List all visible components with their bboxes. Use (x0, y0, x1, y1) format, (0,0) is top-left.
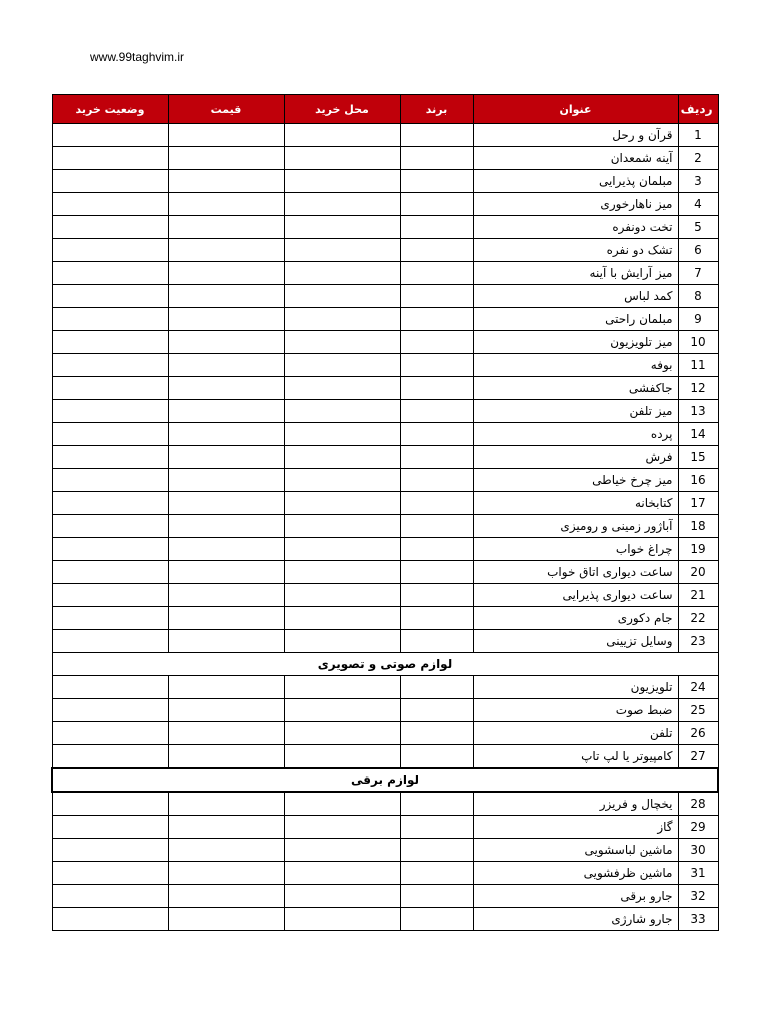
row-number-cell: 13 (678, 400, 718, 423)
purchase-place-cell[interactable] (284, 193, 400, 216)
row-number-cell: 9 (678, 308, 718, 331)
price-cell[interactable] (168, 331, 284, 354)
purchase-place-cell[interactable] (284, 331, 400, 354)
price-cell[interactable] (168, 492, 284, 515)
purchase-status-cell[interactable] (52, 170, 168, 193)
brand-cell[interactable] (400, 124, 473, 147)
item-title-cell: ساعت دیواری پذیرایی (473, 584, 678, 607)
table-row (52, 446, 718, 469)
purchase-status-cell[interactable] (52, 216, 168, 239)
price-cell[interactable] (168, 816, 284, 839)
purchase-status-cell[interactable] (52, 839, 168, 862)
purchase-place-cell[interactable] (284, 147, 400, 170)
item-title-cell: تلویزیون (473, 676, 678, 699)
table-row (52, 908, 718, 931)
brand-cell[interactable] (400, 170, 473, 193)
brand-cell[interactable] (400, 839, 473, 862)
purchase-status-cell[interactable] (52, 193, 168, 216)
item-title-cell: تخت دونفره (473, 216, 678, 239)
price-cell[interactable] (168, 862, 284, 885)
brand-cell[interactable] (400, 469, 473, 492)
brand-cell[interactable] (400, 885, 473, 908)
item-title-cell: میز چرخ خیاطی (473, 469, 678, 492)
section-row-electrical (52, 768, 718, 792)
purchase-place-cell[interactable] (284, 908, 400, 931)
row-number-cell: 25 (678, 699, 718, 722)
table-row (52, 170, 718, 193)
price-cell[interactable] (168, 377, 284, 400)
price-cell[interactable] (168, 676, 284, 699)
header-purchase-status: وضعیت خرید (52, 95, 168, 124)
item-title-cell: قرآن و رحل (473, 124, 678, 147)
price-cell[interactable] (168, 885, 284, 908)
item-title-cell: آینه شمعدان (473, 147, 678, 170)
row-number-cell: 24 (678, 676, 718, 699)
item-title-cell: ساعت دیواری اتاق خواب (473, 561, 678, 584)
purchase-place-cell[interactable] (284, 816, 400, 839)
section-heading: لوازم صوتی و تصویری (52, 653, 718, 676)
purchase-place-cell[interactable] (284, 446, 400, 469)
purchase-status-cell[interactable] (52, 147, 168, 170)
row-number-cell: 16 (678, 469, 718, 492)
purchase-place-cell[interactable] (284, 515, 400, 538)
price-cell[interactable] (168, 839, 284, 862)
purchase-place-cell[interactable] (284, 630, 400, 653)
table-row (52, 285, 718, 308)
price-cell[interactable] (168, 400, 284, 423)
purchase-status-cell[interactable] (52, 469, 168, 492)
price-cell[interactable] (168, 607, 284, 630)
purchase-status-cell[interactable] (52, 816, 168, 839)
price-cell[interactable] (168, 584, 284, 607)
row-number-cell: 7 (678, 262, 718, 285)
row-number-cell: 21 (678, 584, 718, 607)
table-row (52, 308, 718, 331)
purchase-place-cell[interactable] (284, 839, 400, 862)
price-cell[interactable] (168, 446, 284, 469)
price-cell[interactable] (168, 193, 284, 216)
purchase-place-cell[interactable] (284, 377, 400, 400)
row-number-cell: 30 (678, 839, 718, 862)
row-number-cell: 29 (678, 816, 718, 839)
purchase-place-cell[interactable] (284, 722, 400, 745)
purchase-place-cell[interactable] (284, 216, 400, 239)
header-row (52, 95, 718, 124)
item-title-cell: گاز (473, 816, 678, 839)
purchase-place-cell[interactable] (284, 239, 400, 262)
item-title-cell: مبلمان پذیرایی (473, 170, 678, 193)
section-row-audio-video (52, 653, 718, 676)
price-cell[interactable] (168, 308, 284, 331)
table-row (52, 239, 718, 262)
purchase-status-cell[interactable] (52, 285, 168, 308)
purchase-place-cell[interactable] (284, 699, 400, 722)
purchase-place-cell[interactable] (284, 400, 400, 423)
brand-cell[interactable] (400, 377, 473, 400)
purchase-status-cell[interactable] (52, 400, 168, 423)
table-row (52, 862, 718, 885)
row-number-cell: 17 (678, 492, 718, 515)
purchase-status-cell[interactable] (52, 561, 168, 584)
purchase-status-cell[interactable] (52, 239, 168, 262)
row-number-cell: 8 (678, 285, 718, 308)
row-number-cell: 18 (678, 515, 718, 538)
table-row (52, 469, 718, 492)
brand-cell[interactable] (400, 193, 473, 216)
row-number-cell: 27 (678, 745, 718, 769)
table-row (52, 607, 718, 630)
brand-cell[interactable] (400, 584, 473, 607)
table-row (52, 124, 718, 147)
price-cell[interactable] (168, 745, 284, 769)
brand-cell[interactable] (400, 538, 473, 561)
purchase-place-cell[interactable] (284, 124, 400, 147)
purchase-place-cell[interactable] (284, 676, 400, 699)
purchase-place-cell[interactable] (284, 285, 400, 308)
purchase-status-cell[interactable] (52, 515, 168, 538)
brand-cell[interactable] (400, 492, 473, 515)
brand-cell[interactable] (400, 446, 473, 469)
item-title-cell: میز آرایش با آینه (473, 262, 678, 285)
purchase-place-cell[interactable] (284, 469, 400, 492)
price-cell[interactable] (168, 354, 284, 377)
header-row-number: ردیف (678, 95, 718, 124)
row-number-cell: 4 (678, 193, 718, 216)
purchase-status-cell[interactable] (52, 331, 168, 354)
purchase-status-cell[interactable] (52, 745, 168, 769)
item-title-cell: ماشین ظرفشویی (473, 862, 678, 885)
item-title-cell: جارو شارژی (473, 908, 678, 931)
brand-cell[interactable] (400, 262, 473, 285)
brand-cell[interactable] (400, 862, 473, 885)
purchase-status-cell[interactable] (52, 446, 168, 469)
table-row (52, 400, 718, 423)
purchase-place-cell[interactable] (284, 492, 400, 515)
header-purchase-place: محل خرید (284, 95, 400, 124)
purchase-status-cell[interactable] (52, 423, 168, 446)
item-title-cell: کامپیوتر یا لپ تاپ (473, 745, 678, 769)
purchase-status-cell[interactable] (52, 262, 168, 285)
brand-cell[interactable] (400, 676, 473, 699)
table-row (52, 885, 718, 908)
row-number-cell: 1 (678, 124, 718, 147)
header-title: عنوان (473, 95, 678, 124)
section-heading: لوازم برقی (52, 768, 718, 792)
item-title-cell: تلفن (473, 722, 678, 745)
brand-cell[interactable] (400, 308, 473, 331)
row-number-cell: 11 (678, 354, 718, 377)
site-url: www.99taghvim.ir (90, 50, 185, 64)
item-title-cell: میز ناهارخوری (473, 193, 678, 216)
price-cell[interactable] (168, 285, 284, 308)
brand-cell[interactable] (400, 216, 473, 239)
purchase-status-cell[interactable] (52, 908, 168, 931)
brand-cell[interactable] (400, 285, 473, 308)
purchase-status-cell[interactable] (52, 722, 168, 745)
item-title-cell: وسایل تزیینی (473, 630, 678, 653)
item-title-cell: میز تلویزیون (473, 331, 678, 354)
row-number-cell: 5 (678, 216, 718, 239)
table-row (52, 584, 718, 607)
item-title-cell: تشک دو نفره (473, 239, 678, 262)
table-row (52, 538, 718, 561)
row-number-cell: 28 (678, 792, 718, 816)
row-number-cell: 31 (678, 862, 718, 885)
row-number-cell: 15 (678, 446, 718, 469)
purchase-status-cell[interactable] (52, 630, 168, 653)
purchase-place-cell[interactable] (284, 561, 400, 584)
table-row (52, 561, 718, 584)
table-body (52, 124, 718, 931)
row-number-cell: 32 (678, 885, 718, 908)
row-number-cell: 20 (678, 561, 718, 584)
row-number-cell: 3 (678, 170, 718, 193)
purchase-place-cell[interactable] (284, 308, 400, 331)
table-row (52, 839, 718, 862)
item-title-cell: یخچال و فریزر (473, 792, 678, 816)
purchase-place-cell[interactable] (284, 584, 400, 607)
table-row (52, 216, 718, 239)
price-cell[interactable] (168, 722, 284, 745)
brand-cell[interactable] (400, 423, 473, 446)
table-row (52, 193, 718, 216)
purchase-place-cell[interactable] (284, 862, 400, 885)
row-number-cell: 12 (678, 377, 718, 400)
purchase-status-cell[interactable] (52, 308, 168, 331)
row-number-cell: 22 (678, 607, 718, 630)
table-row (52, 676, 718, 699)
brand-cell[interactable] (400, 607, 473, 630)
header-price: قیمت (168, 95, 284, 124)
price-cell[interactable] (168, 147, 284, 170)
item-title-cell: ضبط صوت (473, 699, 678, 722)
price-cell[interactable] (168, 792, 284, 816)
table-row (52, 377, 718, 400)
price-cell[interactable] (168, 124, 284, 147)
brand-cell[interactable] (400, 699, 473, 722)
row-number-cell: 10 (678, 331, 718, 354)
item-title-cell: چراغ خواب (473, 538, 678, 561)
brand-cell[interactable] (400, 239, 473, 262)
purchase-status-cell[interactable] (52, 607, 168, 630)
table-row (52, 331, 718, 354)
table-row (52, 816, 718, 839)
table-row (52, 262, 718, 285)
row-number-cell: 33 (678, 908, 718, 931)
row-number-cell: 14 (678, 423, 718, 446)
purchase-status-cell[interactable] (52, 538, 168, 561)
table-row (52, 792, 718, 816)
price-cell[interactable] (168, 170, 284, 193)
brand-cell[interactable] (400, 354, 473, 377)
item-title-cell: کمد لباس (473, 285, 678, 308)
row-number-cell: 6 (678, 239, 718, 262)
row-number-cell: 26 (678, 722, 718, 745)
table-row (52, 515, 718, 538)
brand-cell[interactable] (400, 561, 473, 584)
item-title-cell: کتابخانه (473, 492, 678, 515)
row-number-cell: 2 (678, 147, 718, 170)
table-row (52, 147, 718, 170)
table-row (52, 423, 718, 446)
price-cell[interactable] (168, 908, 284, 931)
table-row (52, 722, 718, 745)
brand-cell[interactable] (400, 147, 473, 170)
item-title-cell: پرده (473, 423, 678, 446)
price-cell[interactable] (168, 538, 284, 561)
price-cell[interactable] (168, 561, 284, 584)
price-cell[interactable] (168, 423, 284, 446)
brand-cell[interactable] (400, 515, 473, 538)
purchase-status-cell[interactable] (52, 699, 168, 722)
price-cell[interactable] (168, 262, 284, 285)
brand-cell[interactable] (400, 722, 473, 745)
item-title-cell: جارو برقی (473, 885, 678, 908)
price-cell[interactable] (168, 216, 284, 239)
purchase-place-cell[interactable] (284, 262, 400, 285)
item-title-cell: فرش (473, 446, 678, 469)
item-title-cell: جاکفشی (473, 377, 678, 400)
table-row (52, 699, 718, 722)
brand-cell[interactable] (400, 792, 473, 816)
brand-cell[interactable] (400, 745, 473, 769)
table-row (52, 745, 718, 769)
brand-cell[interactable] (400, 630, 473, 653)
purchase-status-cell[interactable] (52, 862, 168, 885)
purchase-place-cell[interactable] (284, 607, 400, 630)
purchase-place-cell[interactable] (284, 792, 400, 816)
purchase-status-cell[interactable] (52, 676, 168, 699)
purchase-status-cell[interactable] (52, 124, 168, 147)
brand-cell[interactable] (400, 816, 473, 839)
table-row (52, 492, 718, 515)
purchase-place-cell[interactable] (284, 423, 400, 446)
purchase-status-cell[interactable] (52, 492, 168, 515)
row-number-cell: 19 (678, 538, 718, 561)
price-cell[interactable] (168, 239, 284, 262)
brand-cell[interactable] (400, 331, 473, 354)
purchase-status-cell[interactable] (52, 792, 168, 816)
item-title-cell: مبلمان راحتی (473, 308, 678, 331)
purchase-place-cell[interactable] (284, 170, 400, 193)
price-cell[interactable] (168, 699, 284, 722)
purchase-place-cell[interactable] (284, 745, 400, 769)
item-title-cell: جام دکوری (473, 607, 678, 630)
brand-cell[interactable] (400, 908, 473, 931)
shopping-checklist-table (51, 94, 719, 931)
price-cell[interactable] (168, 515, 284, 538)
purchase-status-cell[interactable] (52, 377, 168, 400)
brand-cell[interactable] (400, 400, 473, 423)
item-title-cell: میز تلفن (473, 400, 678, 423)
item-title-cell: آباژور زمینی و رومیزی (473, 515, 678, 538)
price-cell[interactable] (168, 630, 284, 653)
item-title-cell: ماشین لباسشویی (473, 839, 678, 862)
purchase-place-cell[interactable] (284, 538, 400, 561)
row-number-cell: 23 (678, 630, 718, 653)
purchase-status-cell[interactable] (52, 584, 168, 607)
purchase-status-cell[interactable] (52, 354, 168, 377)
table-row (52, 354, 718, 377)
purchase-place-cell[interactable] (284, 885, 400, 908)
purchase-place-cell[interactable] (284, 354, 400, 377)
item-title-cell: بوفه (473, 354, 678, 377)
table-row (52, 630, 718, 653)
header-brand: برند (400, 95, 473, 124)
price-cell[interactable] (168, 469, 284, 492)
purchase-status-cell[interactable] (52, 885, 168, 908)
